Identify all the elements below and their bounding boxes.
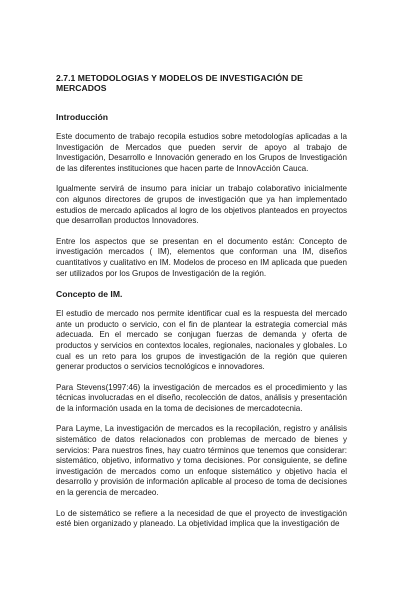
paragraph: Este documento de trabajo recopila estudios sobre metodologías aplicadas a la Investigación de Mercados que pueden servir de apoyo al trabajo de Investigación, Desarrollo e Innovación generado en los Grupos de Investigación de las diferentes instituciones que hacen parte de InnovAcción Cauca. <box>56 132 347 173</box>
section-title: 2.7.1 METODOLOGIAS Y MODELOS DE INVESTIGACIÓN DE MERCADOS <box>56 73 303 93</box>
paragraph: Entre los aspectos que se presentan en el documento están: Concepto de investigación mercados ( IM), elementos que conforman una IM, diseños cuantitativos y cualitativo en IM. Modelos de proceso en IM aplicada que pueden ser utilizados por los Grupos de Investigación de la región. <box>56 236 347 278</box>
paragraph: Para Layme, La investigación de mercados es la recopilación, registro y análisis sistemático de datos relacionados con problemas de mercado de bienes y servicios: Para nuestros fines, hay cuatro términos que tenemos que considerar: sistemático, objetivo, informativo y toma decisiones. Por consiguiente, se define investigación de mercados como un enfoque sistemático y objetivo hacia el desarrollo y provisión de información aplicable al proceso de toma de decisiones en la gerencia de mercadeo. <box>56 424 347 498</box>
paragraph: Para Stevens(1997:46) la investigación de mercados es el procedimiento y las técnicas involucradas en el diseño, recolección de datos, análisis y presentación de la información usada en la toma de decisiones de mercadotecnia. <box>56 382 347 413</box>
heading-introduccion: Introducción <box>56 112 109 122</box>
paragraph: Igualmente servirá de insumo para iniciar un trabajo colaborativo inicialmente con algunos directores de grupos de investigación que ya han implementado estudios de mercado aplicados al logro de los objetivos planteados en proyectos que desarrollan productos Innovadores. <box>56 184 347 226</box>
paragraph: Lo de sistemático se refiere a la necesidad de que el proyecto de investigación esté bien organizado y planeado. La objetividad implica que la investigación de <box>56 508 347 529</box>
heading-concepto-im: Concepto de IM. <box>56 289 123 300</box>
paragraph: El estudio de mercado nos permite identificar cual es la respuesta del mercado ante un producto o servicio, con el fin de plantear la estrategia comercial más adecuada. En el mercado se conjugan fuerzas de demanda y oferta de productos y servicios en contextos locales, regionales, nacionales y globales. Lo cual es un reto para los grupos de investigación de la región que quieren generar productos o servicios tecnológicos e innovadores. <box>56 309 347 372</box>
